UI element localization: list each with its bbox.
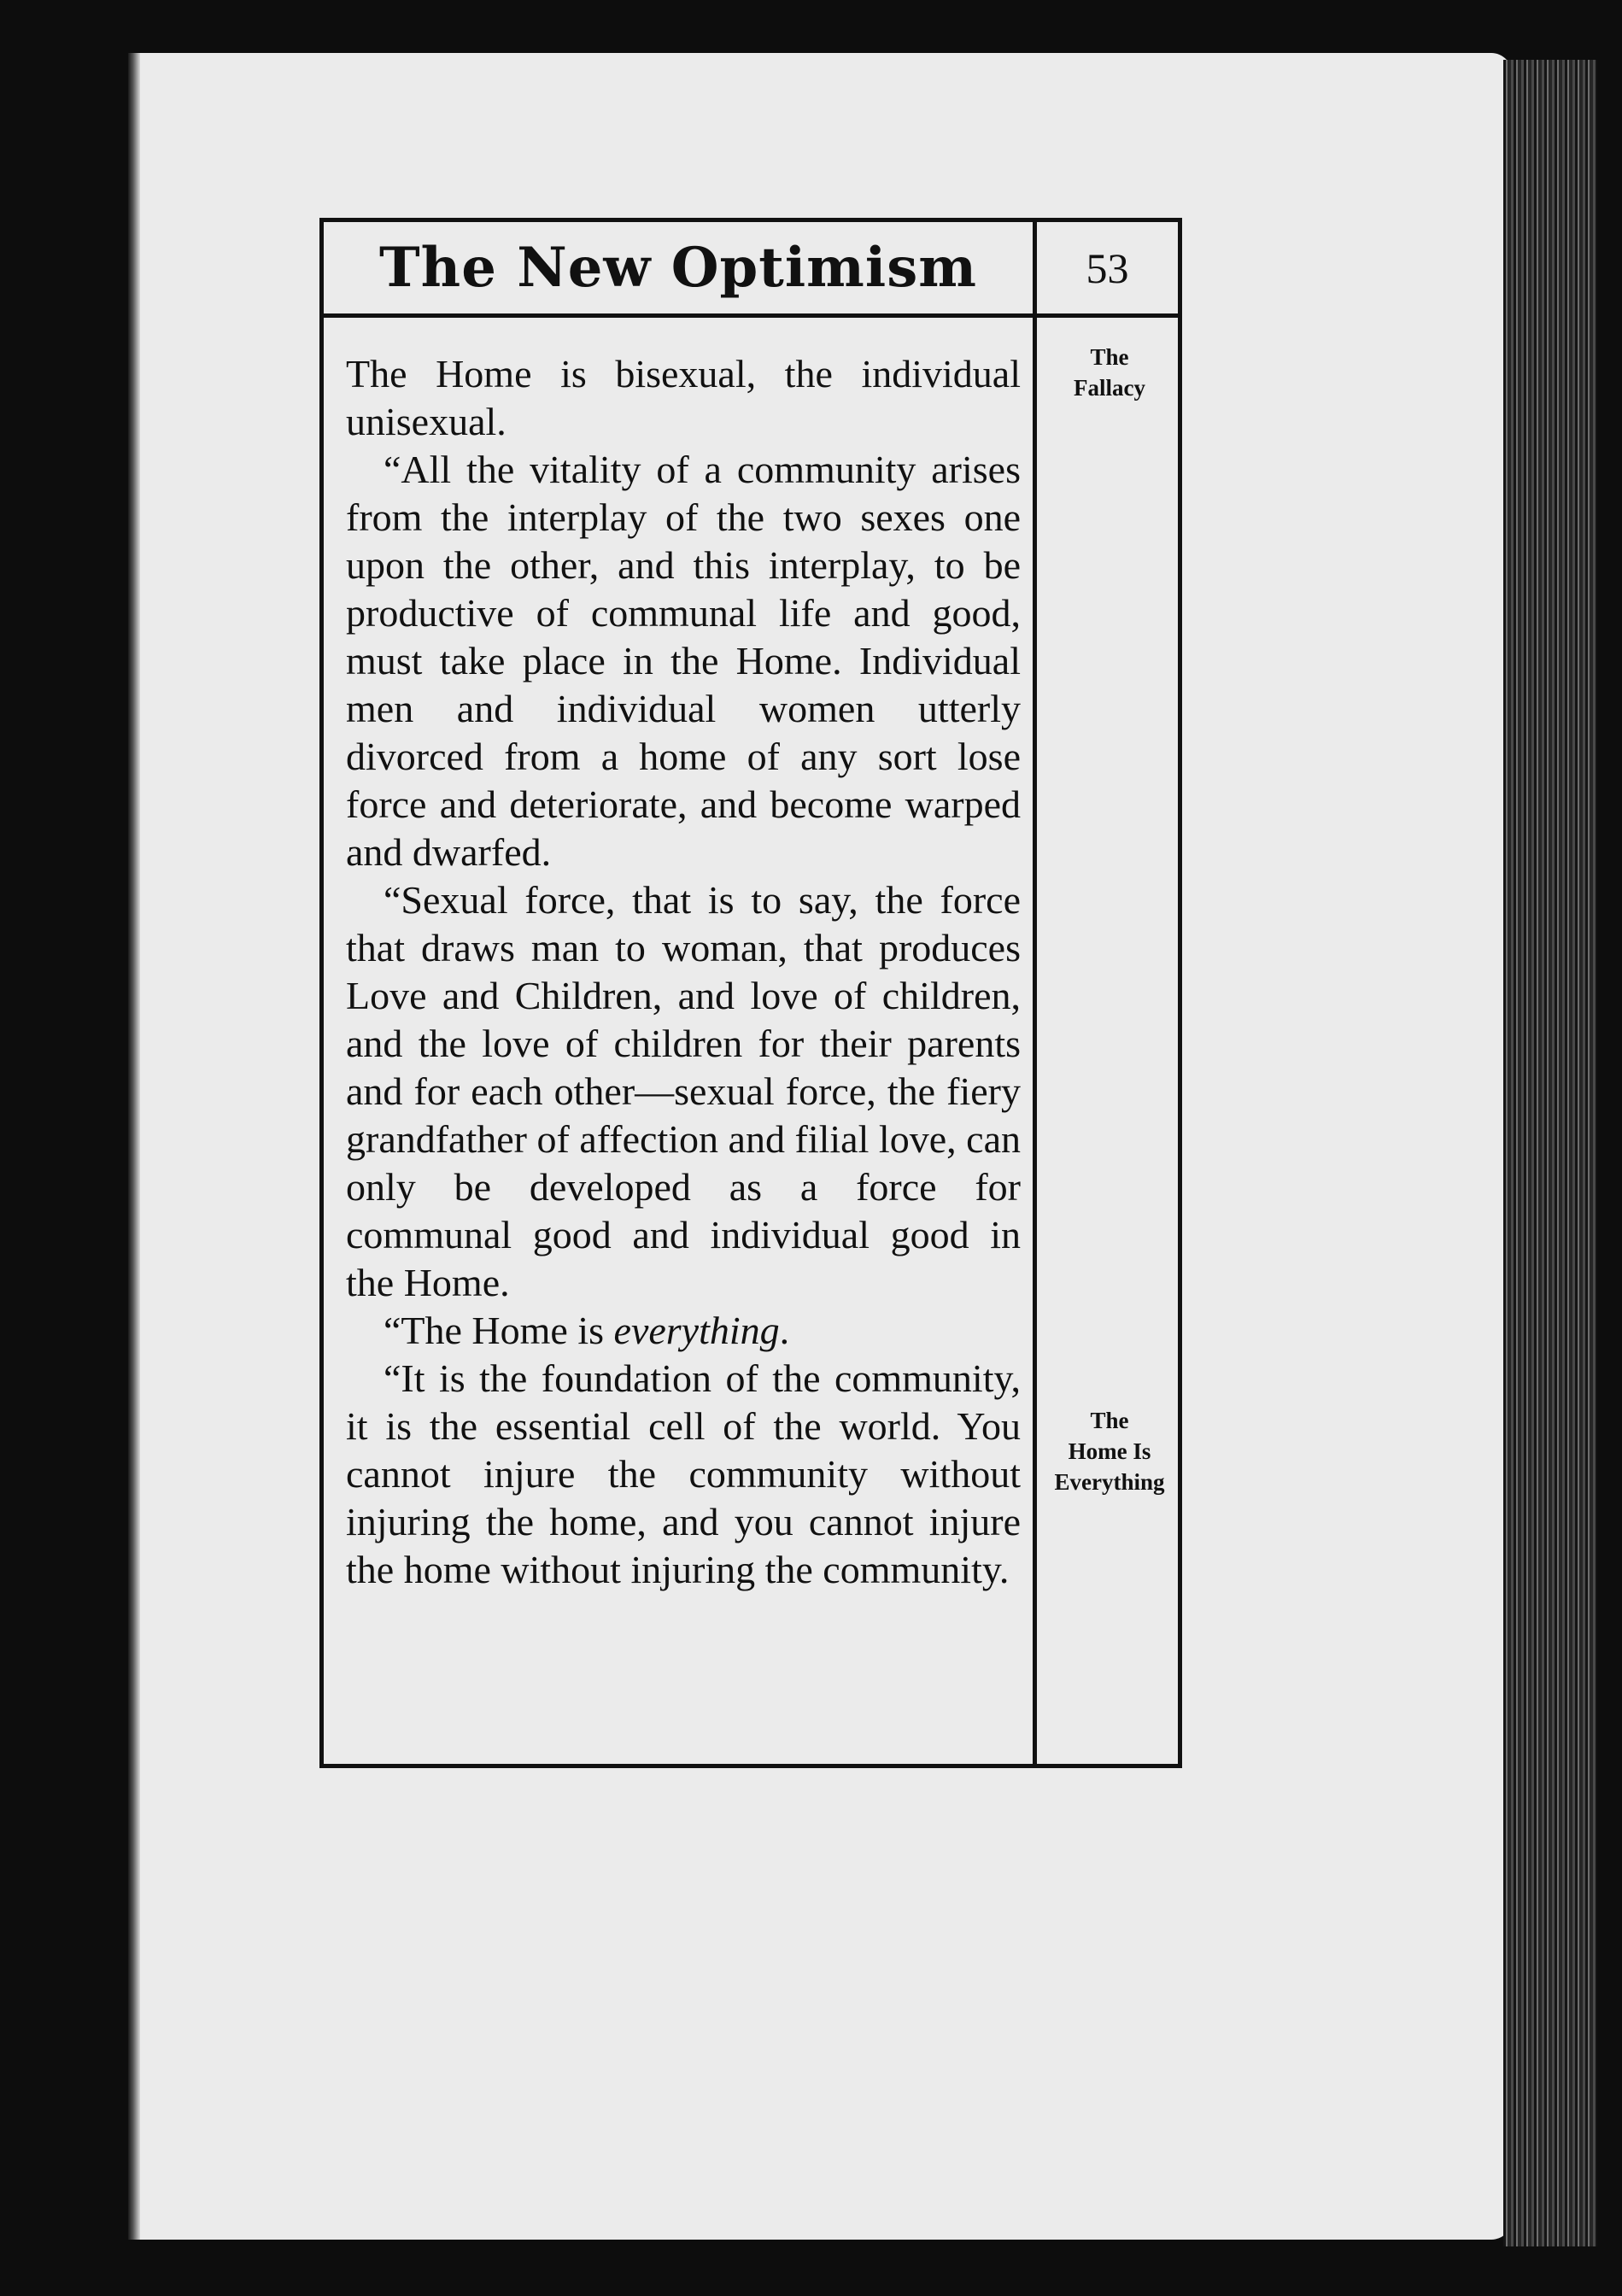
margin-note-fallacy — [1037, 342, 1182, 403]
running-header — [324, 222, 1178, 318]
text-frame — [319, 218, 1182, 1768]
margin-note-line: The — [1090, 1408, 1129, 1433]
paragraph: “It is the foundation of the community, it is the essential cell of the world. You cannot injure the community without injuring the home, and you cannot injure the home without injuring the community. — [346, 1356, 1021, 1591]
page-left-edge — [128, 53, 140, 2240]
paragraph-text: “The Home is — [384, 1309, 614, 1352]
paragraph: “All the vitality of a community arises from the interplay of the two sexes one upon the other, and this interplay, to be productive of communal life and good, must take place in the Home. Individual men and individual women utterly divorced from a home of any sort lose force and deteriorate, and become warped and dwarfed. — [346, 448, 1021, 874]
running-title: The New Optimism — [324, 222, 1037, 313]
margin-note-line: Home Is — [1068, 1438, 1151, 1464]
margin-divider — [1033, 318, 1037, 1764]
body-text — [346, 350, 1021, 1594]
page-number: 53 — [1086, 243, 1129, 292]
margin-note-home-is-everything — [1037, 1405, 1182, 1497]
paragraph-text: . — [779, 1309, 790, 1352]
margin-note-line: The — [1090, 344, 1129, 370]
paragraph: The Home is bisexual, the individual unisexual. — [346, 352, 1021, 443]
paragraph — [346, 1307, 1021, 1355]
paragraph: “Sexual force, that is to say, the force that draws man to woman, that produces Love and Children, and love of children, and the love of children for their parents and for each other—sexual force, the fiery grandfather of affection and filial love, can only be developed as a force for communal good and individual good in the Home. — [346, 878, 1021, 1304]
margin-note-line: Fallacy — [1074, 375, 1145, 401]
page-stack-edge — [1503, 60, 1597, 2246]
margin-note-line: Everything — [1054, 1469, 1165, 1495]
emphasized-word: everything — [613, 1309, 780, 1352]
